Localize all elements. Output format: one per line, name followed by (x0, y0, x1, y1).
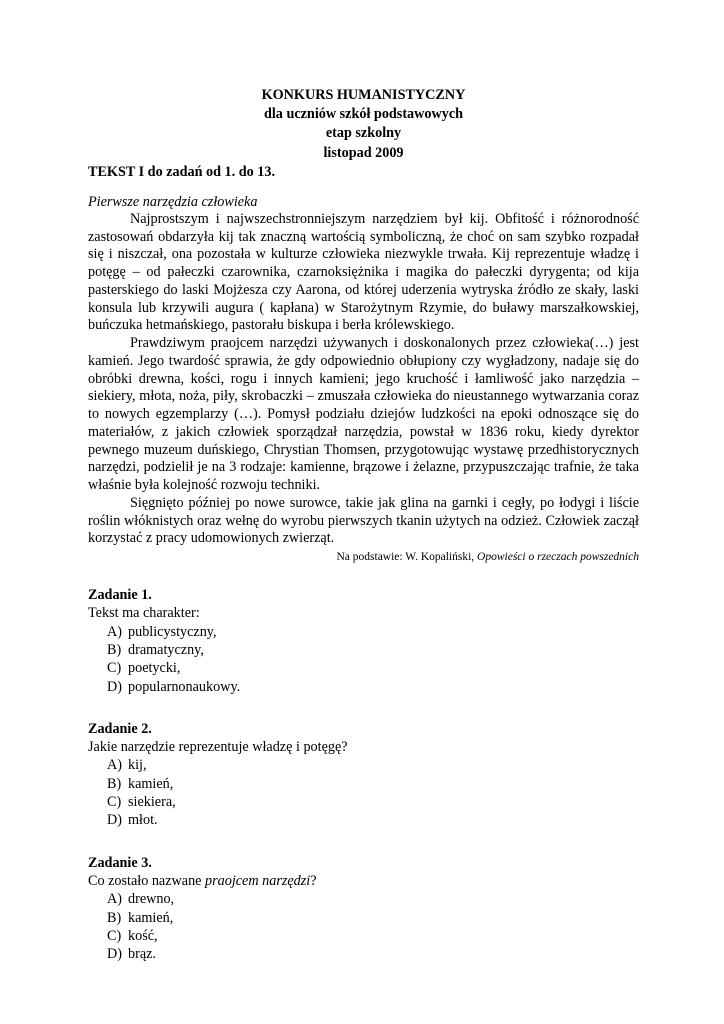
answer-option[interactable]: C) kość, (107, 927, 158, 944)
answer-option[interactable]: A) drewno, (107, 891, 175, 908)
answer-option[interactable]: D) brąz. (107, 946, 156, 963)
answer-option[interactable]: B) kamień, (107, 775, 174, 792)
answer-option[interactable]: A) publicystyczny, (107, 623, 217, 640)
answer-option[interactable]: B) dramatyczny, (107, 641, 204, 658)
article-paragraph: Najprostszym i najwszechstronniejszym narzędziem był kij. Obfitość i różnorodność zastosowań obdarzyła kij tak znaczną wartością symboliczną, że choć on sam szybko rozpadał się i niszczał, ona pozostała w kulturze człowieka niezwykle trwała. Kij reprezentuje władzę i potęgę – od pałeczki czarownika, czarnoksiężnika i magika do pałeczki dyrygenta; od kija pasterskiego do laski Mojżesza czy Aarona, od której uderzenia wytryska źródło ze skały, laski konsula lub krzywili augura ( kapłana) w Starożytnym Rzymie, do buławy marszałkowskiej, buńczuka hetmańskiego, pastorału biskupa i berła królewskiego. (88, 210, 639, 334)
answer-options (88, 756, 639, 829)
task-title: Zadanie 3. (88, 854, 152, 871)
answer-option[interactable]: B) kamień, (107, 909, 174, 926)
article-paragraph: Sięgnięto później po nowe surowce, takie jak glina na garnki i cegły, po łodygi i liście roślin włóknistych oraz wełnę do wyrobu pierwszych tkanin użytych na odzież. Człowiek zaczął korzystać z pracy udomowionych zwierząt. (88, 494, 639, 547)
contest-stage: etap szkolny (325, 125, 402, 142)
answer-options (88, 623, 639, 696)
task-3 (88, 854, 639, 964)
contest-title: KONKURS HUMANISTYCZNY (261, 87, 466, 103)
article-title: Pierwsze narzędzia człowieka (88, 193, 258, 210)
text-section-title: TEKST I do zadań od 1. do 13. (88, 163, 276, 180)
contest-audience: dla uczniów szkół podstawowych (263, 106, 464, 123)
answer-option[interactable]: C) poetycki, (107, 660, 181, 677)
task-title: Zadanie 2. (88, 720, 152, 737)
task-2 (88, 720, 639, 830)
task-1 (88, 586, 639, 696)
answer-option[interactable]: D) popularnonaukowy. (107, 678, 241, 695)
contest-header (88, 86, 639, 163)
task-question: Tekst ma charakter: (88, 605, 200, 622)
answer-option[interactable]: A) kij, (107, 757, 147, 774)
article-source (88, 549, 639, 565)
source-prefix: Na podstawie: W. Kopaliński, (336, 551, 478, 564)
contest-date: listopad 2009 (323, 144, 404, 161)
article-paragraph: Prawdziwym praojcem narzędzi używanych i doskonalonych przez człowieka(…) jest kamień. Jego twardość sprawia, że gdy odpowiednio obłupiony czy wygładzony, nadaje się do obróbki drewna, kości, rogu i innych kamieni; jego kruchość i łamliwość jako narzędzia – siekiery, młota, noża, piły, skrobaczki – zmuszała człowieka do nieustannego wytwarzania coraz to nowych egzemplarzy (…). Pomysł podziału dziejów ludzkości na epoki odnoszące się do materiałów, z jakich człowiek sporządzał narzędzia, powstał w 1836 roku, kiedy dyrektor pewnego muzeum duńskiego, Chrystian Thomsen, przygotowując wystawę przedhistorycznych narzędzi, podzielił je na 3 rodzaje: kamienne, brązowe i żelazne, przypuszczając trafnie, że taka właśnie była kolejność rozwoju techniki. (88, 335, 639, 494)
source-book-title: Opowieści o rzeczach powszednich (477, 551, 639, 564)
answer-option[interactable]: C) siekiera, (107, 794, 176, 811)
task-title: Zadanie 1. (88, 587, 152, 604)
answer-options (88, 890, 639, 963)
article-body (88, 211, 639, 548)
task-question: Jakie narzędzie reprezentuje władzę i potęgę? (88, 739, 348, 756)
document-page (88, 86, 639, 963)
task-question: Co zostało nazwane praojcem narzędzi? (88, 872, 317, 889)
answer-option[interactable]: D) młot. (107, 812, 158, 829)
